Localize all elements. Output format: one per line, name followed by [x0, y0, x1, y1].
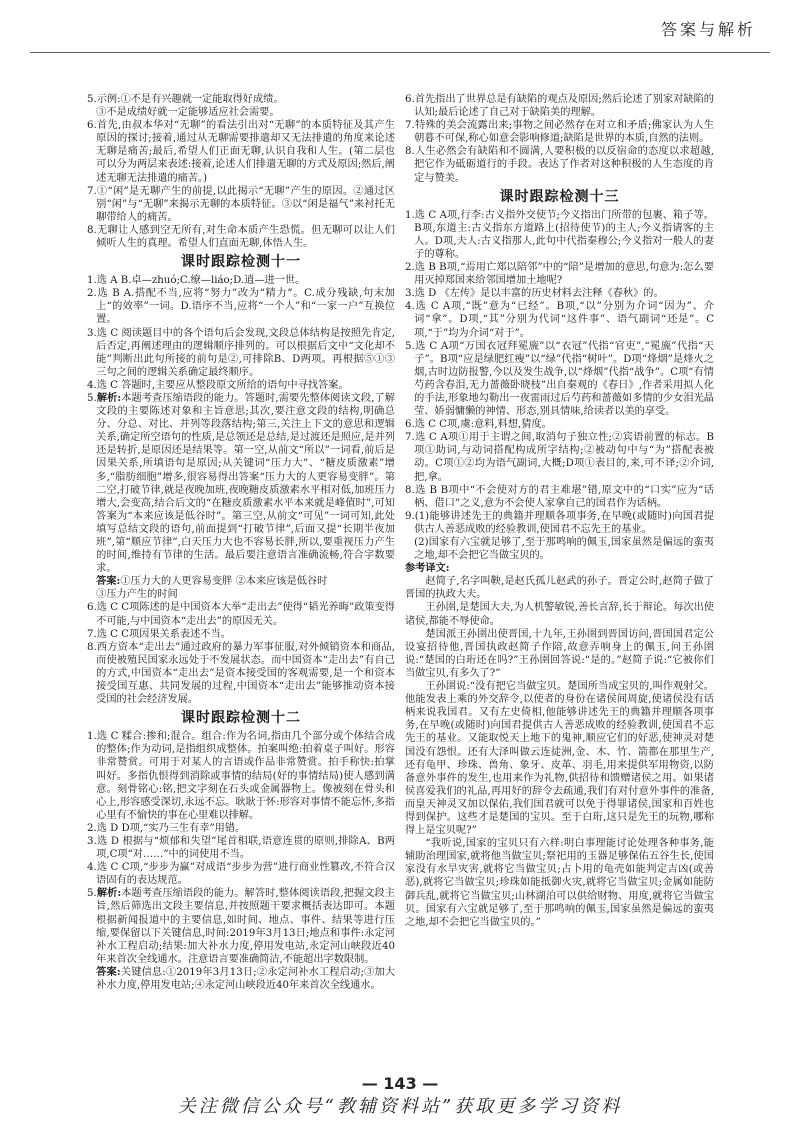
answer-item: 4.选 C A项,“既”意为“已经”。B项,“以”分别为介词“因为”、介词“拿”。D项,“其”分别为代词“这件事”、语气副词“还是”。C项,“于”均为介词“对于”。: [405, 301, 714, 339]
answer-item: 3.选 D 《左传》是以丰富的历史材料去注释《春秋》的。: [405, 288, 664, 300]
translation-paragraph: 楚国派王孙圉出使晋国,十九年,王孙圉到晋国访问,晋国国君定公设宴招待他,晋国执政赵简子作陪,故意弄响身上的佩玉,问王孙圉说:“楚国的白珩还在吗?”王孙圉回答说:“是的。”赵简子说:“它被你们当做宝贝,有多久了?”: [405, 628, 714, 679]
analysis-item: [87, 887, 395, 966]
answer-item: 3.选 C 阅读题目中的各个语句后会发现,文段总体结构是按照先肯定,后否定,再阐述理由的逻辑顺序排列的。可以根据后文中“文化却不能”判断出此句所接的前句是②,可排除B、D两项。再根据⑤①③三句之间的逻辑关系确定最终顺序。: [87, 327, 395, 378]
answer-item: 2.选 D D项,“实乃三生有幸”用错。: [87, 822, 246, 834]
translation-paragraph: “我听说,国家的宝贝只有六样:明白事理能讨论处理各种事务,能辅助治理国家,就将他当做宝贝;祭祀用的玉器足够保佑五谷生长,使国家没有水旱灾害,就将它当做宝贝;占卜用的龟壳如能判定吉凶(或善恶),就将它当做宝贝;珍珠如能抵御火灾,就将它当做宝贝;金属如能防御兵乱,就将它当做宝贝;山林湖泊可以供给财物、用度,就将它当做宝贝。国家有六宝就足够了,至于那鸣响的佩玉,国家虽然是偏远的蛮夷之地,却不会把它当做宝贝的。”: [405, 838, 714, 928]
left-column: [87, 93, 395, 1071]
answer-item: 5.选 C A项“万国衣冠拜冕旒”以“衣冠”代指“官吏”,“冕旒”代指“天子”。B项“应是绿肥红瘦”以“绿”代指“树叶”。D项“烽烟”是烽火之烟,古时边防报警,今以及发生战争,以“烽烟”代指“战争”。C项“有情芍药含春泪,无力蔷薇卧晓枝”出自秦观的《春日》,作者采用拟人化的手法,形象地勾勒出一夜雷雨过后芍药和蔷薇如多情的少女泪光晶莹、娇弱慵懒的神情、形态,别具情味,给读者以美的享受。: [405, 340, 714, 418]
analysis-label: 解析:: [96, 391, 122, 404]
answer-item: 8.无聊让人感到空无所有,对生命本质产生恐慌。但无聊可以让人们倾听人生的真理。希望人们直面无聊,体悟人生。: [87, 224, 395, 250]
footer-promo-note: 关注微信公众号“教辅资料站”获取更多学习资料: [177, 1096, 623, 1117]
answer-item: 7.特殊的美会流露出来;事物之间必然存在对立和矛盾;佛家认为人生朝暮不可保,称心如意会影响修道;缺陷是世界的本质,自然的法则。: [405, 120, 714, 145]
answer-label: 答案:: [96, 575, 121, 588]
answer-item: 1.选 C 糅合:掺和;混合。组合:作为名词,指由几个部分或个体结合成的整体;作为动词,是指组织成整体。拍案叫绝:拍着桌子叫好。形容非常赞赏。可用于对某人的言语或作品非常赞赏。拍手称快:拍掌叫好。多指仇恨得到消除或事情的结局(好的事情结局)使人感到满意。刻骨铭心:铭,把文字刻在石头或金属器物上。像被刻在骨头和心上,形容感受深切,永远不忘。耿耿于怀:形容对事情不能忘怀,多指心里有不愉快的事在心里难以排解。: [87, 731, 395, 821]
translation-label: 参考译文:: [405, 562, 450, 575]
answer-item: 6.首先,由叔本华对“无聊”的看法引出对“无聊”的本质特征及其产生原因的探讨;接着,通过从无聊需要排遣却又无法排遣的角度来论述无聊是痛苦;最后,希望人们正面无聊,认识自我和人生。(第二层也可以分为两层来表述:接着,论述人们排遣无聊的方式及原因;然后,阐述无聊无法排遣的痛苦。): [87, 120, 395, 184]
section-heading: 课时跟踪检测十二: [181, 710, 301, 727]
answer-item: 4.选 C C项,“步步为赢”对成语“步步为营”进行商业性篡改,不符合汉语固有的表达规范。: [87, 862, 395, 887]
answer-continuation: (2)国家有六宝就足够了,至于那鸣响的佩玉,国家虽然是偏远的蛮夷之地,却不会把它当做宝贝的。: [414, 537, 714, 562]
answer-item: 8.选 B B项中“不会使对方的君主难堪”错,原文中的“口实”应为“话柄、借口”之义,意为不会使人家拿自己的国君作为话柄。: [405, 484, 714, 509]
page-number: — 143 —: [0, 1074, 800, 1094]
answer-item: 1.选 A B.卓—zhuó;C.缭—liáo;D.逍—进一世。: [87, 275, 306, 287]
item-number: 5.: [87, 392, 97, 404]
answer-item: 6.选 C C项陈述的是中国资本大举“走出去”使得“韬光养晦”政策变得不可能,与中国资本“走出去”的原因无关。: [87, 602, 395, 627]
answer-label: 答案:: [96, 965, 121, 978]
answer-item: 7.①“闲”是无聊产生的前提,以此揭示“无聊”产生的原因。②通过区别“闲”与“无聊”来揭示无聊的本质特征。③以“闲是福气”来衬托无聊带给人的痛苦。: [87, 185, 395, 223]
answer-key: [87, 966, 395, 992]
answer-item: 9.(1)能够讲述先王的典籍并理顺各项事务,在早晚(或随时)向国君提供古人善恶成败的经验教训,使国君不忘先王的基业。: [405, 510, 714, 535]
item-number: 5.: [87, 888, 97, 900]
answer-item: 8.人生必然会有缺陷和不圆满,人要积极的以反宿命的态度以求超越,把它作为砥砺道行的手段。表达了作者对这种积极的人生态度的肯定与赞美。: [405, 146, 714, 184]
right-column: [405, 93, 714, 1071]
analysis-item: [87, 392, 395, 575]
answer-item: 7.选 C A项①用于主谓之间,取消句子独立性;②宾语前置的标志。B项①助词,与动词搭配构成所字结构;②被动句中与“为”搭配表被动。C项①②均为语气副词,大概;D项①表目的,来,可不译;②介词,把,拿。: [405, 432, 714, 483]
answer-item: 1.选 C A项,行李:古义指外交使节;今义指出门所带的包裹、箱子等。B项,东道主:古义指东方道路上(招待使节)的主人;今义指请客的主人。D项,夫人:古义指那人,此句中代指秦穆公;今义指对一般人的妻子的尊称。: [405, 209, 714, 260]
header-rule: [30, 52, 770, 53]
translation-paragraph: 王孙圉,是楚国大夫,为人机警敏锐,善长言辞,长于辩论。每次出使诸侯,都能不辱使命。: [405, 602, 714, 627]
answer-continuation: ③压力产生的时间: [96, 589, 178, 601]
answer-text: 关键信息:①2019年3月13日;②永定河补水工程启动;③加大补水力度,停用发电站;④永定河山峡段近40年来首次全线通水。: [96, 966, 395, 991]
answer-item: 4.选 C 答题时,主要应从整段原文所给的语句中寻找答案。: [87, 379, 349, 391]
answer-item: 8.西方资本“走出去”通过政府的暴力军事征服,对外倾销资本和商品,而使被殖民国家永远处于不发展状态。而中国资本“走出去”有自己的方式,中国资本“走出去”是资本接受国的客观需要,是一个和资本接受国互惠、共同发展的过程,中国资本“走出去”能够推动资本接受国的社会经济发展。: [87, 641, 395, 706]
running-header-title: 答案与解析: [660, 20, 756, 39]
answer-item: 6.选 C C项,虞:意料,料想,猜度。: [405, 419, 552, 431]
analysis-text: 本题考查压缩语段的能力。答题时,需要先整体阅读文段,了解文段的主要陈述对象和主旨意思;其次,要注意文段的结构,明确总分、分总、对比、并列等段落结构;第三,关注上下文的意思和逻辑关系,确定所空语句的性质,是总领还是总结,是过渡还是照应,是并列还是转折,是原因还是结果等。第一空,从前文“所以”一词看,前后是因果关系,所填语句是原因;从关键词“压力大”、“糖皮质激素”增多,“脂肪细胞”增多,很容易得出答案“压力大的人更容易变胖”。第二空,打破节律,就是夜晚加班,夜晚糖皮质激素水平相对低,加班压力增大,会变高,结合后文的“在糖皮质激素水平本来就是峰值时”,可知答案为“本来应该是低谷时”。第三空,从前文“可见”一词可知,此处填写总结文段的语句,前面提到“打破节律”,后面又提“长期半夜加班”,第“顺应节律”,白天压力大也不容易长胖,所以,要重视压力产生的时间,维持有节律的生活。最后要注意语言准确流畅,符合字数要求。: [96, 392, 395, 575]
answer-item: 3.选 D 根据与“烦郁和失望”尾首相联,语意连贯的原则,排除A、B两项,C项“对……”中的词使用不当。: [87, 835, 395, 861]
answer-item: 2.选 B A.搭配不当,应将“努力”改为“精力”。C.成分残缺,句末加上“的效率”一词。D.语序不当,应将“一个人”和“一家一户”互换位置。: [87, 288, 395, 326]
answer-item: 5.示例:①不是有兴趣就一定能取得好成绩。: [87, 94, 284, 105]
analysis-label: 解析:: [96, 887, 122, 900]
answer-key: [87, 575, 395, 588]
section-heading: 课时跟踪检测十三: [499, 188, 620, 205]
answer-item: 7.选 C C项因果关系表述不当。: [87, 628, 231, 640]
translation-paragraph: 赵简子,名字叫鞅,是赵氏孤儿赵武的孙子。晋定公时,赵简子做了晋国的执政大夫。: [405, 576, 714, 601]
translation-paragraph: 王孙圉说:“没有把它当做宝贝。楚国所当成宝贝的,叫作观射父。他能发表上乘的外交辞令,以使者的身份在诸侯间周旋,使诸侯没有话柄来说我国君。又有左史倚相,他能够讲述先王的典籍并理顺各项事务,在早晚(或随时)向国君提供古人善恶成败的经验教训,使国君不忘先王的基业。又能取悦天上地下的鬼神,顺应它们的好恶,使神灵对楚国没有怨恨。还有大泽叫做云连徒洲,金、木、竹、箭都在那里生产,还有龟甲、珍珠、兽角、象牙、皮革、羽毛,用来提供军用物资,以防备意外事件的发生,也用来作为礼物,供招待和馈赠诸侯之用。如果诸侯喜爱我们的礼品,再用好的辞令去疏通,我们有对付意外事件的准备,而皇天神灵又加以保佑,我们国君就可以免于得罪诸侯,国家和百姓也得到保护。这些才是楚国的宝贝。至于白珩,这只是先王的玩物,哪称得上是宝贝呢?”: [405, 681, 714, 837]
analysis-text: 本题考查压缩语段的能力。解答时,整体阅读语段,把握文段主旨,然后筛选出文段主要信息,并按照题干要求概括表达即可。本题根据新闻报道中的主要信息,如时间、地点、事件、结果等进行压缩,要保留以下关键信息,时间:2019年3月13日;地点和事件:永定河补水工程启动;结果:加大补水力度,停用发电站,永定河山峡段近40年来首次全线通水。注意语言要准确简洁,不能超出字数限制。: [96, 888, 395, 965]
section-heading: 课时跟踪检测十一: [181, 254, 301, 271]
answer-item: 6.首先指出了世界总是有缺陷的观点及原因;然后论述了别家对缺陷的认知;最后论述了自己对于缺陷美的理解。: [405, 94, 714, 119]
answer-text: ①压力大的人更容易变胖 ②本来应该是低谷时: [120, 576, 328, 588]
answer-item: 2.选 B B项,“焉用亡郑以陪邻”中的“陪”是增加的意思,句意为:怎么要用灭掉郑国来给邻国增加土地呢?: [405, 262, 714, 287]
answer-continuation: ③不是成绩好就一定能够适应社会需要。: [96, 107, 280, 119]
